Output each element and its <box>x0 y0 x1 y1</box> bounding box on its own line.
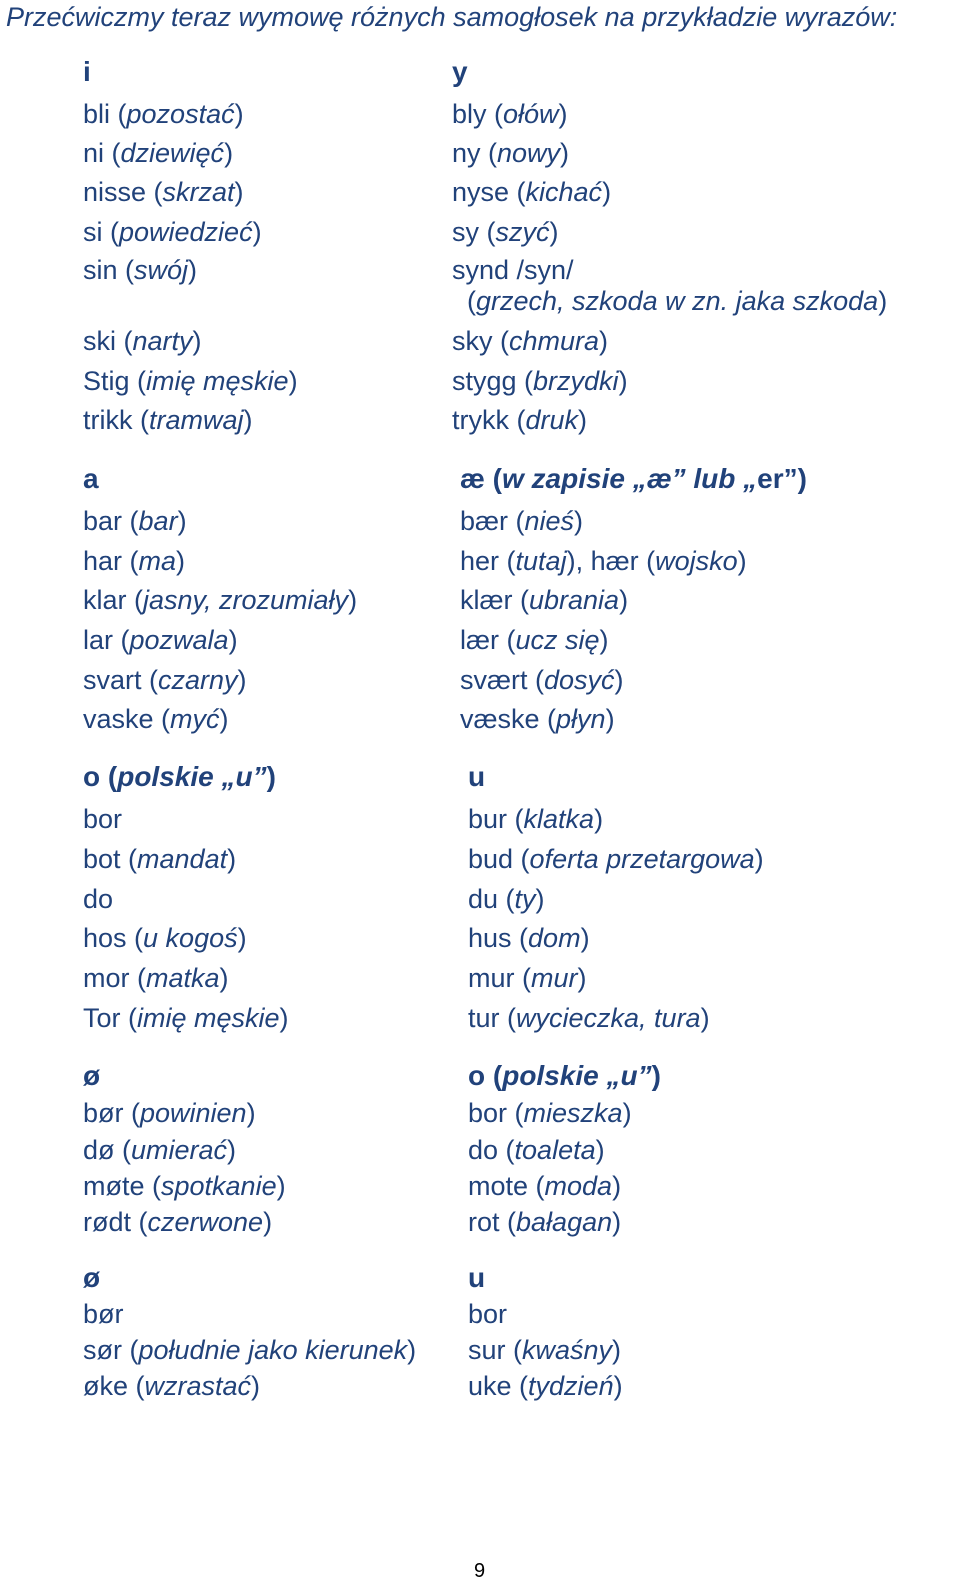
list-item: nyse (kichać) <box>452 177 612 207</box>
list-item: bor <box>468 1299 508 1329</box>
list-item: ski (narty) <box>83 326 202 356</box>
list-item: sin (swój) <box>83 255 198 285</box>
heading-y: y <box>452 56 468 87</box>
list-item: rot (bałagan) <box>468 1207 622 1237</box>
list-item: bor <box>83 804 123 834</box>
list-item: mote (moda) <box>468 1171 622 1201</box>
list-item: bor (mieszka) <box>468 1098 632 1128</box>
heading-a: a <box>83 463 99 494</box>
list-item: trikk (tramwaj) <box>83 405 253 435</box>
list-item: bud (oferta przetargowa) <box>468 844 764 874</box>
page-number: 9 <box>474 1560 486 1582</box>
heading-u: u <box>468 1262 486 1293</box>
heading-oe: ø <box>83 1060 101 1091</box>
list-item: stygg (brzydki) <box>452 366 628 396</box>
list-item: si (powiedzieć) <box>83 217 262 247</box>
list-item: nisse (skrzat) <box>83 177 244 207</box>
list-item: hos (u kogoś) <box>83 923 247 953</box>
list-item: Tor (imię męskie) <box>83 1003 289 1033</box>
list-item: bli (pozostać) <box>83 99 244 129</box>
list-item: ny (nowy) <box>452 138 570 168</box>
list-item: væske (płyn) <box>460 704 615 734</box>
list-item: bar (bar) <box>83 506 187 536</box>
heading-o: o (polskie „u”) <box>83 761 276 792</box>
list-item: her (tutaj), hær (wojsko) <box>460 546 747 576</box>
list-item: mor (matka) <box>83 963 229 993</box>
list-item: sy (szyć) <box>452 217 559 247</box>
list-item: bør <box>83 1299 124 1329</box>
list-item: sør (południe jako kierunek) <box>83 1335 417 1365</box>
list-item: trykk (druk) <box>452 405 588 435</box>
intro-line: Przećwiczmy teraz wymowę różnych samogłosek na przykładzie wyrazów: <box>6 2 898 32</box>
list-item: sky (chmura) <box>452 326 609 356</box>
list-item: ni (dziewięć) <box>83 138 234 168</box>
list-item: synd /syn/ <box>452 255 574 285</box>
heading-u: u <box>468 761 486 792</box>
list-item: bly (ołów) <box>452 99 568 129</box>
list-item: do <box>83 884 114 914</box>
list-item: bær (nieś) <box>460 506 584 536</box>
list-item: Stig (imię męskie) <box>83 366 298 396</box>
list-item: mur (mur) <box>468 963 587 993</box>
list-item: svart (czarny) <box>83 665 247 695</box>
heading-oe: ø <box>83 1262 101 1293</box>
list-item: dø (umierać) <box>83 1135 237 1165</box>
list-item: klær (ubrania) <box>460 585 629 615</box>
list-item: bot (mandat) <box>83 844 237 874</box>
list-item: hus (dom) <box>468 923 590 953</box>
list-item: (grzech, szkoda w zn. jaka szkoda) <box>452 286 888 316</box>
heading-ae: æ (w zapisie „æ” lub „er”) <box>460 463 807 494</box>
list-item: rødt (czerwone) <box>83 1207 273 1237</box>
heading-o: o (polskie „u”) <box>468 1060 661 1091</box>
list-item: bør (powinien) <box>83 1098 256 1128</box>
list-item: svært (dosyć) <box>460 665 624 695</box>
list-item: har (ma) <box>83 546 186 576</box>
list-item: vaske (myć) <box>83 704 229 734</box>
list-item: tur (wycieczka, tura) <box>468 1003 710 1033</box>
list-item: bur (klatka) <box>468 804 604 834</box>
list-item: sur (kwaśny) <box>468 1335 622 1365</box>
list-item: møte (spotkanie) <box>83 1171 286 1201</box>
heading-i: i <box>83 56 91 87</box>
list-item: uke (tydzień) <box>468 1371 623 1401</box>
list-item: lær (ucz się) <box>460 625 609 655</box>
list-item: klar (jasny, zrozumiały) <box>83 585 358 615</box>
list-item: øke (wzrastać) <box>83 1371 261 1401</box>
list-item: do (toaleta) <box>468 1135 605 1165</box>
list-item: du (ty) <box>468 884 545 914</box>
list-item: lar (pozwala) <box>83 625 238 655</box>
